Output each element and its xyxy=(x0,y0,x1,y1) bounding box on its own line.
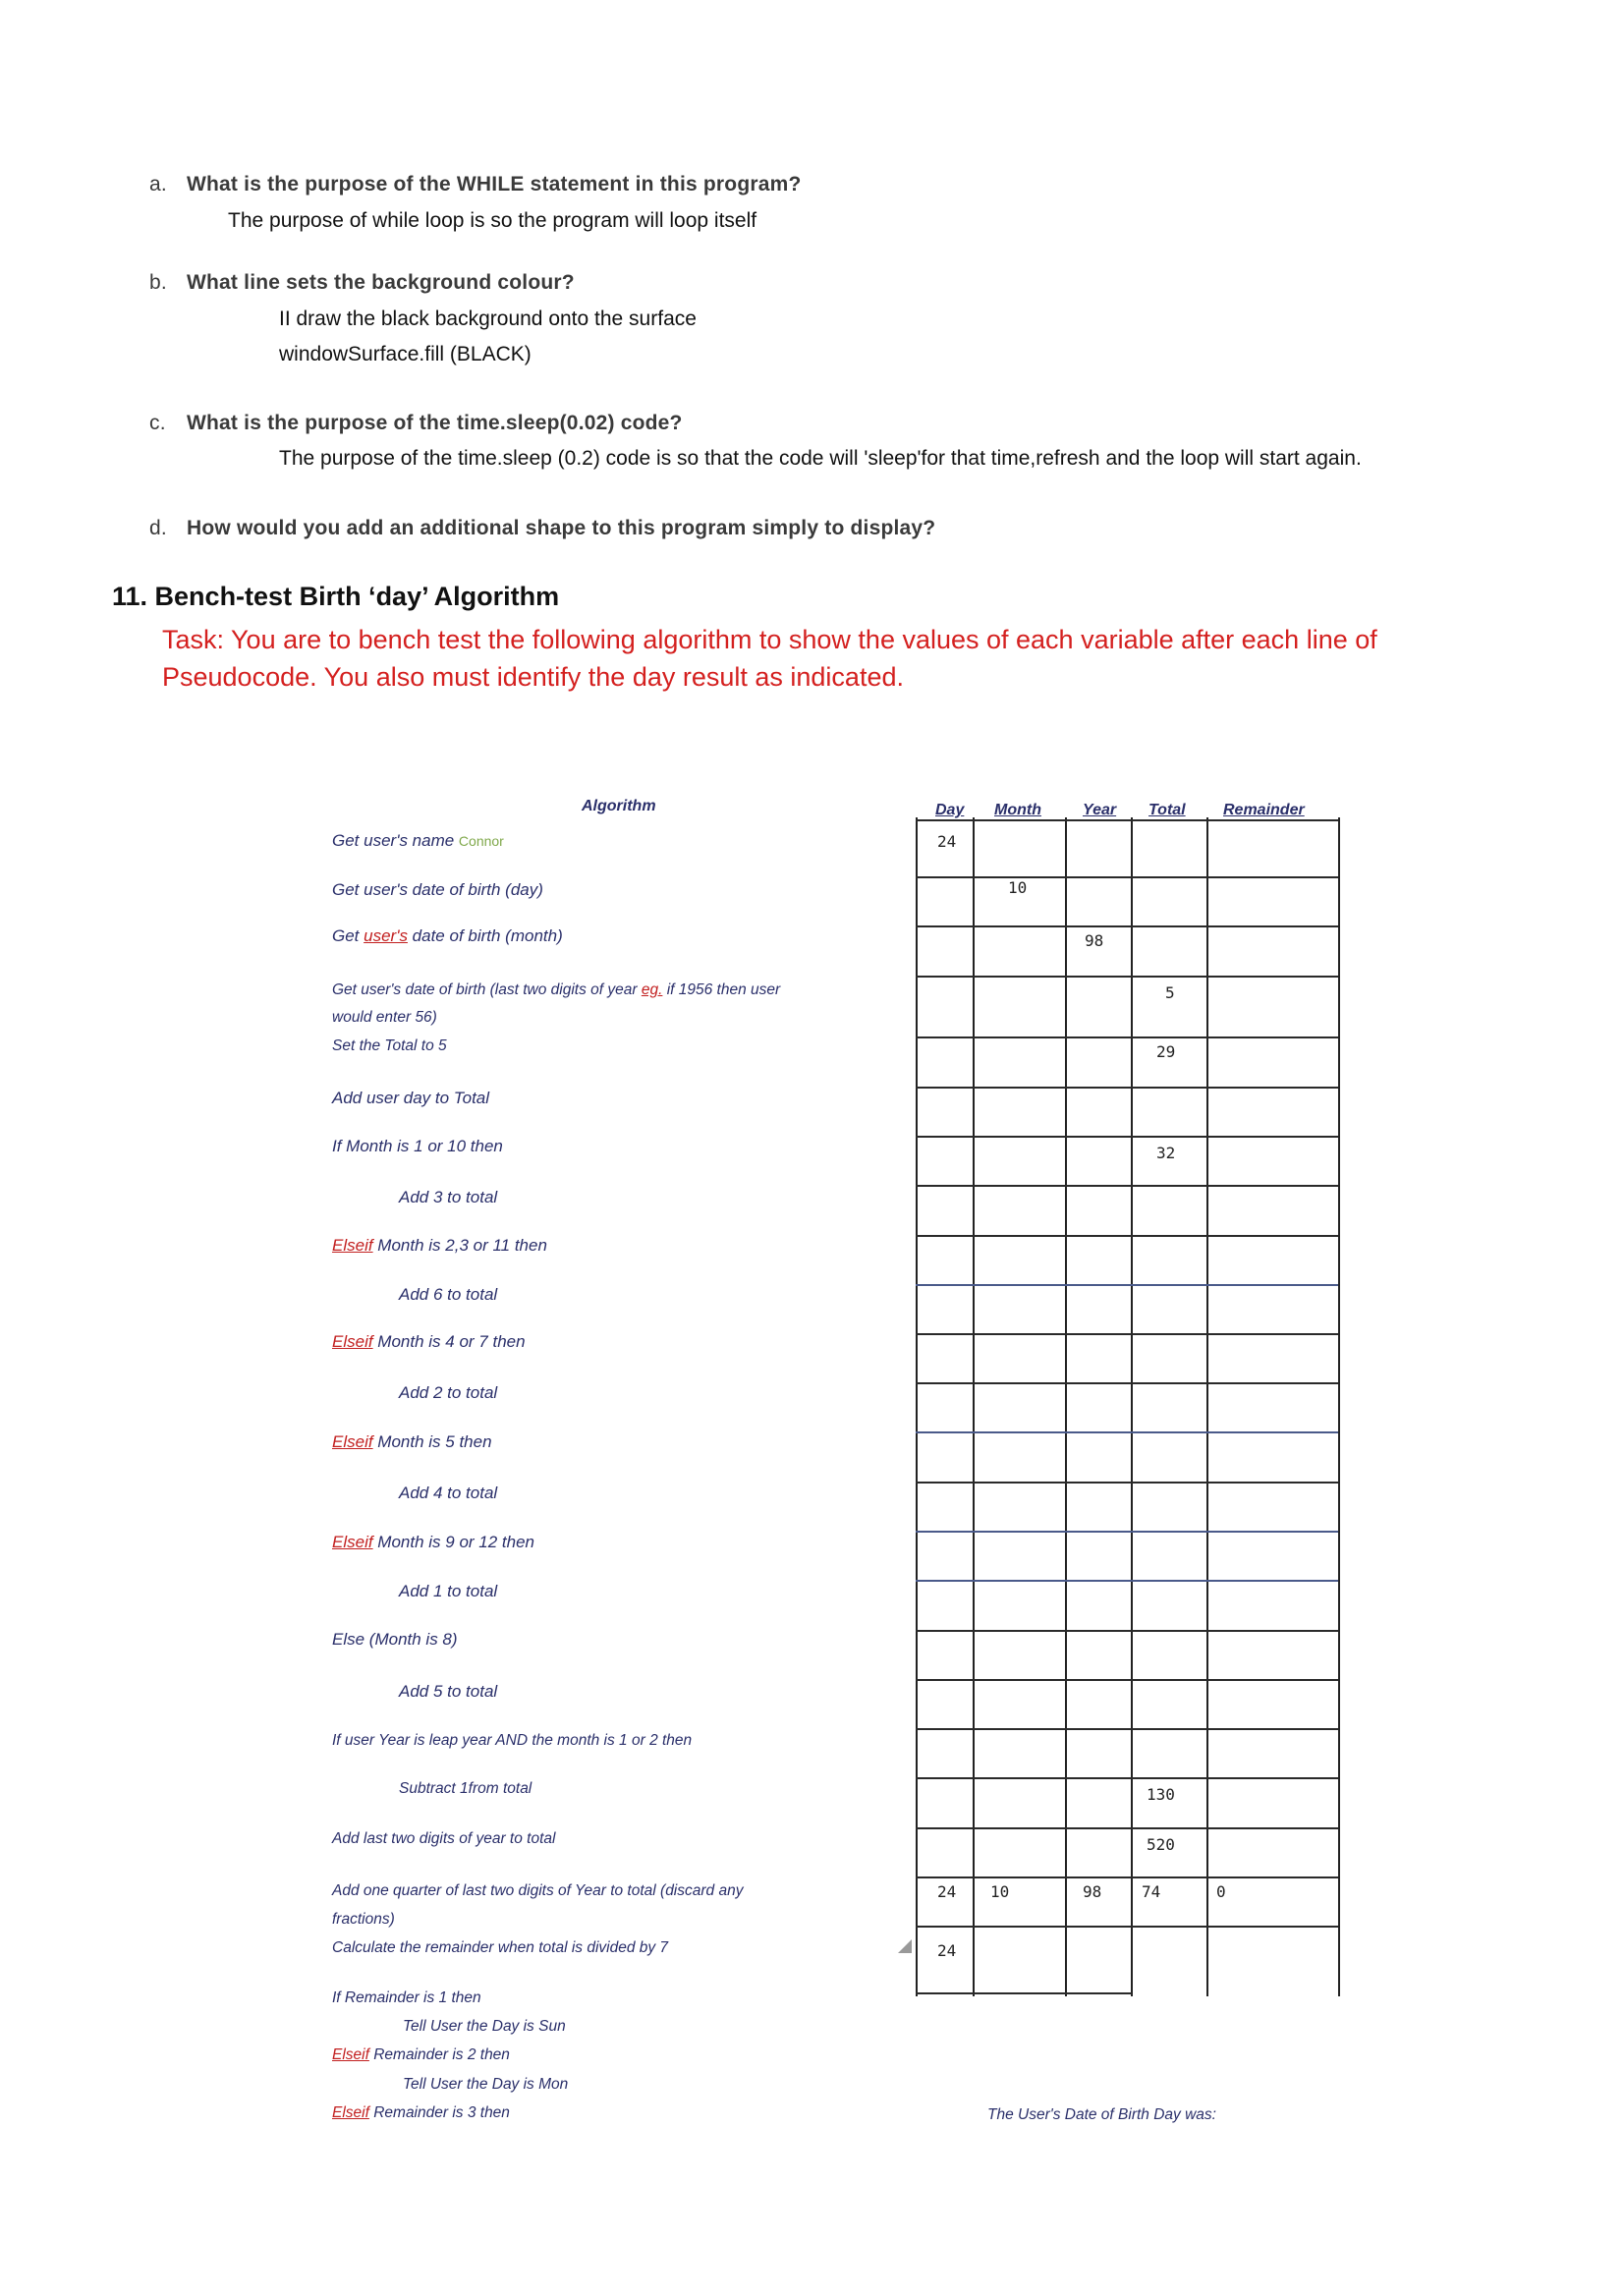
alg-line-if-month-1-10: If Month is 1 or 10 then xyxy=(332,1137,503,1155)
answer-b-line1: II draw the black background onto the surface xyxy=(279,308,697,330)
table-row-rule xyxy=(916,1333,1338,1335)
cell-total-1: 5 xyxy=(1165,983,1175,1002)
cell-total-4: 130 xyxy=(1147,1785,1175,1804)
alg-line-elseif-rem-2 xyxy=(332,2046,510,2064)
table-row-rule xyxy=(916,1876,1338,1878)
table-row-rule xyxy=(916,1630,1338,1632)
question-b-text: What line sets the background colour? xyxy=(187,271,575,294)
cell-final-remainder: 0 xyxy=(1216,1882,1226,1901)
table-row-rule xyxy=(916,1284,1338,1286)
alg-line-elseif-4-7 xyxy=(332,1332,526,1352)
alg-line-add-quarter: Add one quarter of last two digits of Year to total (discard any xyxy=(332,1882,744,1899)
question-d xyxy=(149,517,935,540)
cell-month-1: 10 xyxy=(1008,878,1028,897)
alg-line-else-8: Else (Month is 8) xyxy=(332,1630,458,1649)
algorithm-heading: Algorithm xyxy=(582,798,656,814)
table-border-left xyxy=(916,817,918,1996)
table-row-rule xyxy=(916,1531,1338,1533)
alg-line-add-6: Add 6 to total xyxy=(399,1285,498,1304)
cell-total-3: 32 xyxy=(1156,1144,1176,1162)
header-remainder: Remainder xyxy=(1223,802,1305,818)
table-row-rule xyxy=(916,1827,1338,1829)
cell-final-day: 24 xyxy=(937,1882,957,1901)
answer-b-line2: windowSurface.fill (BLACK) xyxy=(279,343,532,365)
question-c xyxy=(149,412,683,435)
alg-line-elseif-9-12 xyxy=(332,1533,534,1552)
table-row-rule xyxy=(916,976,1338,978)
cell-year-1: 98 xyxy=(1085,931,1104,950)
alg-line-elseif-2-3-11-post: Month is 2,3 or 11 then xyxy=(372,1236,547,1255)
task-text: Task: You are to bench test the following algorithm to show the values of each variable after each line of Pseudocode. You also must identify the day result as indicated. xyxy=(162,625,1377,692)
alg-line-add-1: Add 1 to total xyxy=(399,1582,498,1600)
alg-line-add-quarter-cont: fractions) xyxy=(332,1911,395,1928)
alg-line-elseif-rem-2-red: Elseif xyxy=(332,2046,369,2063)
cell-last-day: 24 xyxy=(937,1941,957,1960)
alg-line-elseif-9-12-post: Month is 9 or 12 then xyxy=(372,1533,535,1551)
table-divider-day-month xyxy=(973,817,975,1996)
table-bottom-rule xyxy=(916,1992,1132,1994)
table-row-rule xyxy=(916,1431,1338,1433)
cell-day-1: 24 xyxy=(937,832,957,851)
alg-line-get-name xyxy=(332,831,504,851)
table-row-rule xyxy=(916,1382,1338,1384)
table-row-rule xyxy=(916,1777,1338,1779)
alg-line-remainder: Calculate the remainder when total is divided by 7 xyxy=(332,1939,669,1956)
table-row-rule xyxy=(916,1679,1338,1681)
table-row-rule xyxy=(916,1482,1338,1484)
cell-final-year: 98 xyxy=(1083,1882,1102,1901)
header-month: Month xyxy=(994,802,1041,818)
alg-line-elseif-5-post: Month is 5 then xyxy=(372,1432,492,1451)
alg-line-if-leap: If user Year is leap year AND the month is 1 or 2 then xyxy=(332,1732,693,1749)
alg-line-elseif-5 xyxy=(332,1432,492,1452)
question-a-letter: a. xyxy=(149,173,167,196)
alg-line-tell-sun: Tell User the Day is Sun xyxy=(403,2018,566,2035)
alg-line-get-month-pre: Get xyxy=(332,926,364,945)
table-header-rule xyxy=(916,819,1338,821)
table-footer: The User's Date of Birth Day was: xyxy=(987,2106,1216,2123)
alg-line-get-year-post: if 1956 then user xyxy=(662,981,781,998)
alg-line-add-5: Add 5 to total xyxy=(399,1682,498,1701)
table-border-right xyxy=(1338,817,1340,1996)
alg-line-elseif-5-red: Elseif xyxy=(332,1432,373,1451)
question-c-letter: c. xyxy=(149,412,166,434)
corner-mark-icon xyxy=(898,1939,912,1953)
alg-line-get-month-red: user's xyxy=(364,926,408,945)
alg-line-elseif-9-12-red: Elseif xyxy=(332,1533,373,1551)
table-row-rule xyxy=(916,1728,1338,1730)
alg-line-get-year-pre: Get user's date of birth (last two digits of year xyxy=(332,981,642,998)
question-c-text: What is the purpose of the time.sleep(0.02) code? xyxy=(187,412,683,434)
alg-line-if-rem-1: If Remainder is 1 then xyxy=(332,1989,481,2006)
table-divider-month-year xyxy=(1065,817,1067,1996)
alg-line-elseif-4-7-post: Month is 4 or 7 then xyxy=(372,1332,526,1351)
question-d-text: How would you add an additional shape to this program simply to display? xyxy=(187,517,936,539)
answer-a: The purpose of while loop is so the program will loop itself xyxy=(228,209,757,232)
table-row-rule xyxy=(916,1185,1338,1187)
alg-user-name: Connor xyxy=(458,833,504,849)
alg-line-add-day: Add user day to Total xyxy=(332,1089,490,1107)
cell-final-total: 74 xyxy=(1142,1882,1161,1901)
table-row-rule xyxy=(916,1136,1338,1138)
alg-line-add-4: Add 4 to total xyxy=(399,1484,498,1502)
alg-line-add-2: Add 2 to total xyxy=(399,1383,498,1402)
table-row-rule xyxy=(916,1926,1338,1928)
alg-line-get-day: Get user's date of birth (day) xyxy=(332,880,543,899)
question-a-text: What is the purpose of the WHILE statement in this program? xyxy=(187,173,802,196)
alg-line-elseif-rem-3-post: Remainder is 3 then xyxy=(368,2104,510,2121)
alg-line-elseif-2-3-11 xyxy=(332,1236,547,1256)
cell-final-month: 10 xyxy=(990,1882,1010,1901)
question-b-letter: b. xyxy=(149,271,167,294)
alg-line-subtract-1: Subtract 1from total xyxy=(399,1780,532,1797)
section-title: 11. Bench-test Birth ‘day’ Algorithm xyxy=(112,582,560,611)
alg-line-add-last-two: Add last two digits of year to total xyxy=(332,1830,556,1847)
alg-line-get-year-red: eg. xyxy=(641,981,663,998)
alg-line-elseif-2-3-11-red: Elseif xyxy=(332,1236,373,1255)
header-total: Total xyxy=(1148,802,1186,818)
alg-line-get-year xyxy=(332,981,780,999)
alg-line-get-name-text: Get user's name xyxy=(332,831,459,850)
table-row-rule xyxy=(916,1087,1338,1089)
table-divider-year-total xyxy=(1131,817,1133,1996)
alg-line-elseif-rem-2-post: Remainder is 2 then xyxy=(368,2046,510,2063)
question-b xyxy=(149,271,575,295)
alg-line-get-year-cont: would enter 56) xyxy=(332,1009,437,1026)
cell-total-2: 29 xyxy=(1156,1042,1176,1061)
table-row-rule xyxy=(916,1235,1338,1237)
table-row-rule xyxy=(916,876,1338,878)
alg-line-elseif-rem-3 xyxy=(332,2104,510,2122)
alg-line-set-total: Set the Total to 5 xyxy=(332,1037,447,1054)
header-year: Year xyxy=(1083,802,1117,818)
question-a xyxy=(149,173,802,196)
answer-c: The purpose of the time.sleep (0.2) code is so that the code will 'sleep'for that time,refresh and the loop will start again. xyxy=(279,447,1362,470)
table-row-rule xyxy=(916,1580,1338,1582)
table-divider-total-remainder xyxy=(1206,817,1208,1996)
alg-line-elseif-4-7-red: Elseif xyxy=(332,1332,373,1351)
question-d-letter: d. xyxy=(149,517,167,539)
alg-line-get-month xyxy=(332,926,563,946)
cell-total-5: 520 xyxy=(1147,1835,1175,1854)
alg-line-get-month-post: date of birth (month) xyxy=(407,926,563,945)
table-row-rule xyxy=(916,1036,1338,1038)
alg-line-tell-mon: Tell User the Day is Mon xyxy=(403,2076,569,2093)
header-day: Day xyxy=(935,802,965,818)
table-row-rule xyxy=(916,925,1338,927)
alg-line-add-3: Add 3 to total xyxy=(399,1188,498,1206)
alg-line-elseif-rem-3-red: Elseif xyxy=(332,2104,369,2121)
